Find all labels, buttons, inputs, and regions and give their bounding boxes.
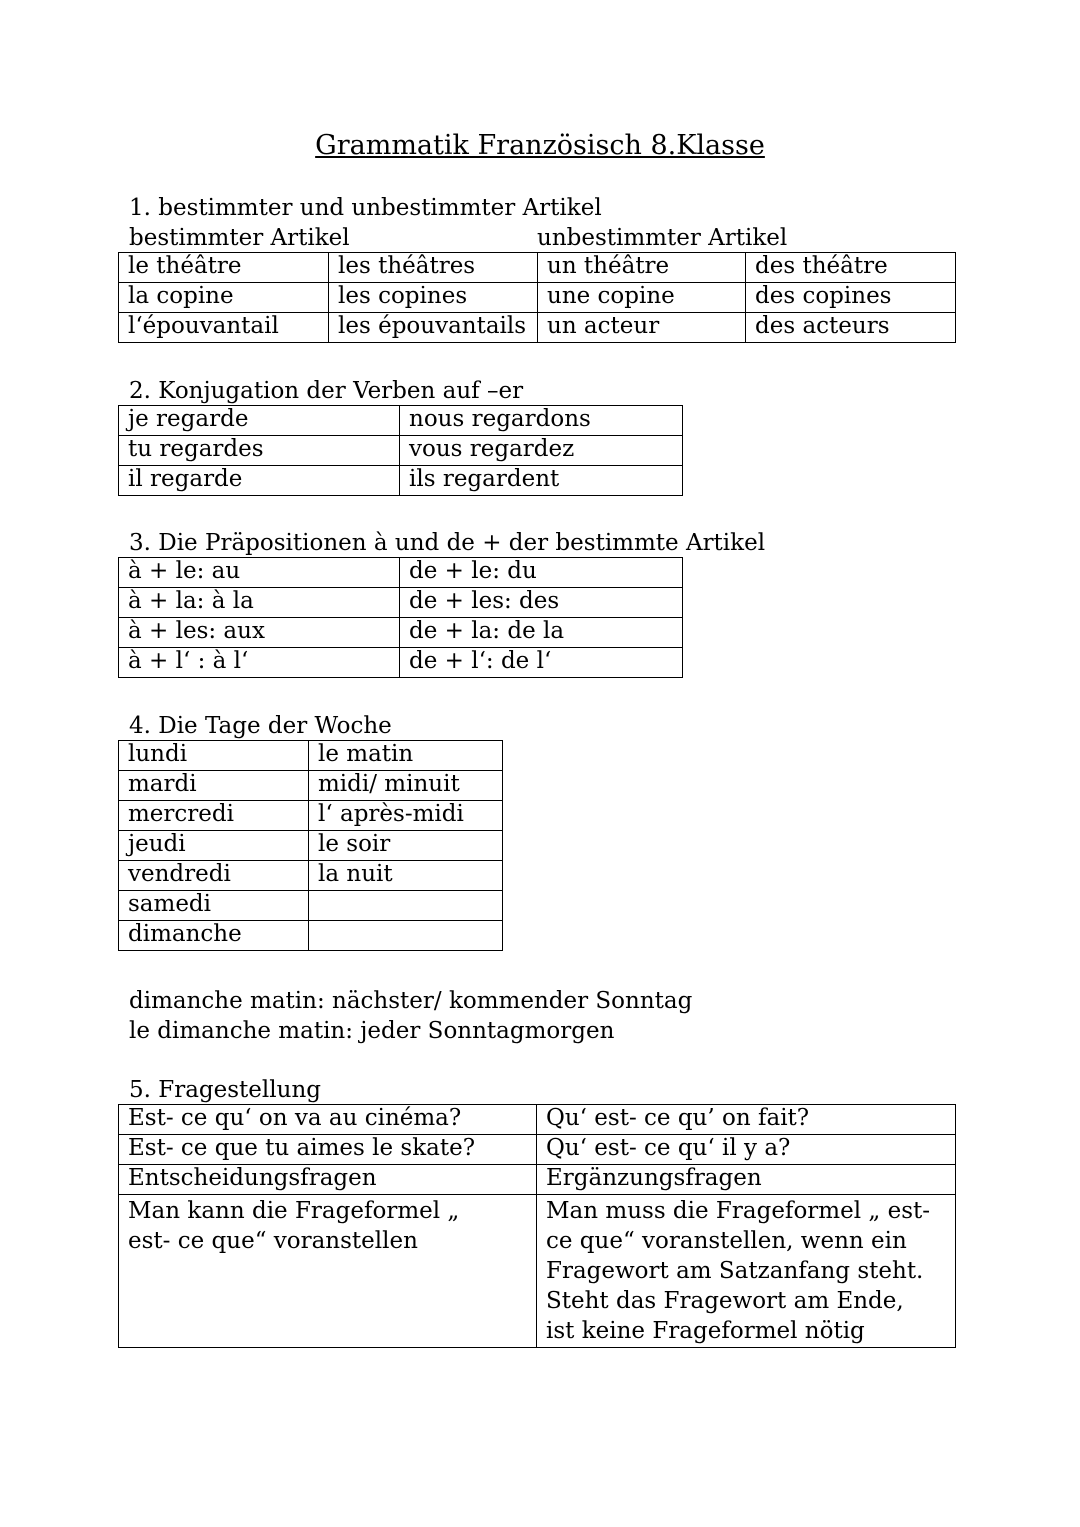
table-cell: la nuit <box>309 861 503 891</box>
table-row <box>119 831 503 861</box>
section3-heading: 3. Die Präpositionen à und de + der bestimmte Artikel <box>129 530 766 556</box>
table-cell: tu regardes <box>119 436 400 466</box>
table-row <box>119 1135 956 1165</box>
weekdays-table <box>118 740 503 951</box>
table-row <box>119 921 503 951</box>
table-cell: de + la: de la <box>400 618 683 648</box>
table-cell <box>309 921 503 951</box>
table-row <box>119 741 503 771</box>
indefinite-article-label: unbestimmter Artikel <box>537 225 788 251</box>
table-row <box>119 313 956 343</box>
table-cell: Ergänzungsfragen <box>537 1165 956 1195</box>
section1-heading: 1. bestimmter und unbestimmter Artikel <box>129 195 602 221</box>
table-cell: à + le: au <box>119 558 400 588</box>
table-cell: Entscheidungsfragen <box>119 1165 537 1195</box>
table-row <box>119 1105 956 1135</box>
table-cell: je regarde <box>119 406 400 436</box>
page-title: Grammatik Französisch 8.Klasse <box>315 130 765 161</box>
table-cell: à + les: aux <box>119 618 400 648</box>
section2-heading: 2. Konjugation der Verben auf –er <box>129 378 524 404</box>
table-cell: à + l‘ : à l‘ <box>119 648 400 678</box>
table-cell: l‘ après-midi <box>309 801 503 831</box>
table-cell: mercredi <box>119 801 309 831</box>
table-cell: le théâtre <box>119 253 329 283</box>
table-cell: l‘épouvantail <box>119 313 329 343</box>
table-row <box>119 436 683 466</box>
table-cell: les théâtres <box>329 253 538 283</box>
table-row <box>119 648 683 678</box>
section5-heading: 5. Fragestellung <box>129 1077 321 1103</box>
table-row <box>119 618 683 648</box>
article-table <box>118 252 956 343</box>
table-cell: de + les: des <box>400 588 683 618</box>
table-cell: ils regardent <box>400 466 683 496</box>
table-row <box>119 891 503 921</box>
weekday-note-1: dimanche matin: nächster/ kommender Sonntag <box>129 988 693 1014</box>
table-cell: vous regardez <box>400 436 683 466</box>
table-row <box>119 1195 956 1348</box>
table-row <box>119 771 503 801</box>
table-cell: de + l‘: de l‘ <box>400 648 683 678</box>
table-cell: des théâtre <box>746 253 956 283</box>
table-cell: Man muss die Frageformel „ est- ce que“ voranstellen, wenn ein Fragewort am Satzanfang steht. Steht das Fragewort am Ende, ist keine Frageformel nötig <box>537 1195 956 1348</box>
table-row <box>119 283 956 313</box>
table-cell: Est- ce que tu aimes le skate? <box>119 1135 537 1165</box>
table-row <box>119 406 683 436</box>
table-cell: un théâtre <box>538 253 746 283</box>
table-cell: les épouvantails <box>329 313 538 343</box>
table-cell: à + la: à la <box>119 588 400 618</box>
table-cell <box>309 891 503 921</box>
table-cell: dimanche <box>119 921 309 951</box>
table-cell: de + le: du <box>400 558 683 588</box>
table-cell: des copines <box>746 283 956 313</box>
table-cell: une copine <box>538 283 746 313</box>
table-cell: Man kann die Frageformel „ est- ce que“ voranstellen <box>119 1195 537 1348</box>
table-cell: la copine <box>119 283 329 313</box>
table-cell: lundi <box>119 741 309 771</box>
table-row <box>119 558 683 588</box>
table-cell: le matin <box>309 741 503 771</box>
table-cell: les copines <box>329 283 538 313</box>
table-cell: Qu‘ est- ce qu‘ il y a? <box>537 1135 956 1165</box>
table-row <box>119 466 683 496</box>
section4-heading: 4. Die Tage der Woche <box>129 713 392 739</box>
table-cell: samedi <box>119 891 309 921</box>
table-cell: nous regardons <box>400 406 683 436</box>
table-cell: le soir <box>309 831 503 861</box>
weekday-note-2: le dimanche matin: jeder Sonntagmorgen <box>129 1018 615 1044</box>
table-cell: des acteurs <box>746 313 956 343</box>
table-cell: il regarde <box>119 466 400 496</box>
table-cell: un acteur <box>538 313 746 343</box>
table-row <box>119 1165 956 1195</box>
table-cell: Est- ce qu‘ on va au cinéma? <box>119 1105 537 1135</box>
table-row <box>119 801 503 831</box>
questions-table <box>118 1104 956 1348</box>
table-row <box>119 861 503 891</box>
table-cell: jeudi <box>119 831 309 861</box>
table-cell: mardi <box>119 771 309 801</box>
table-cell: Qu‘ est- ce qu’ on fait? <box>537 1105 956 1135</box>
prepositions-table <box>118 557 683 678</box>
conjugation-table <box>118 405 683 496</box>
table-cell: midi/ minuit <box>309 771 503 801</box>
table-row <box>119 253 956 283</box>
definite-article-label: bestimmter Artikel <box>129 225 350 251</box>
table-row <box>119 588 683 618</box>
table-cell: vendredi <box>119 861 309 891</box>
